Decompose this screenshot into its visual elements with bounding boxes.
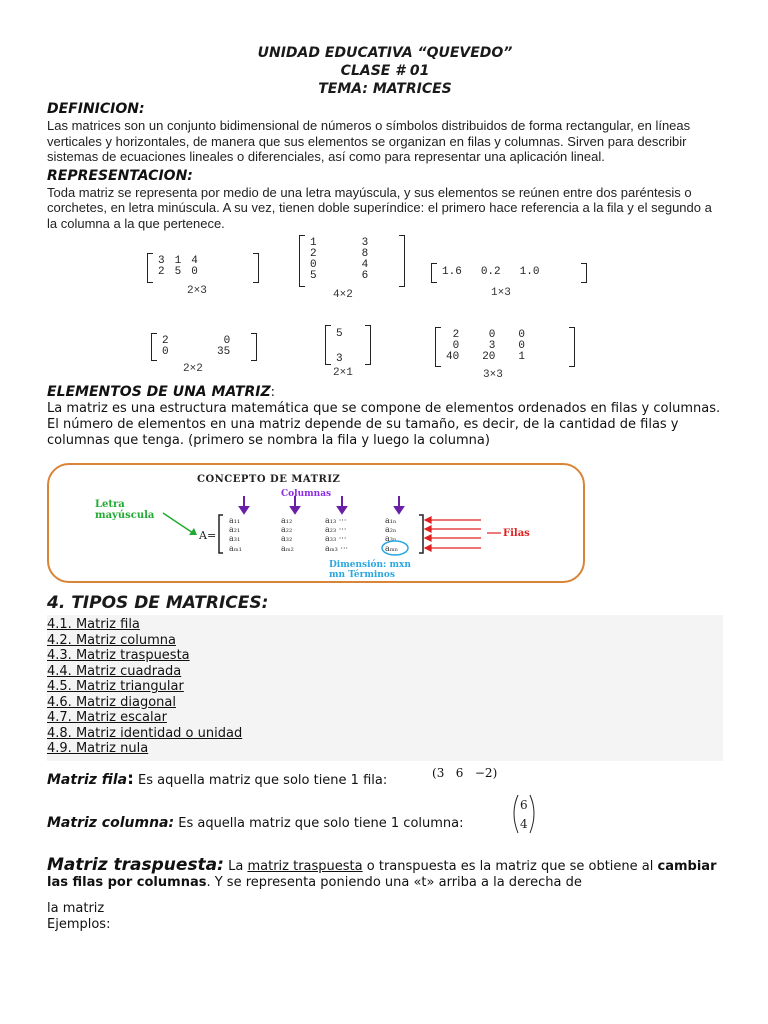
matrix-dimension: 3×3 (483, 369, 503, 381)
matrix-dimension: 2×1 (333, 367, 353, 379)
matrix-table: 3 1 4 2 5 0 (158, 255, 198, 278)
elementos-text: La matriz es una estructura matemática que se compone de elementos ordenados en filas y columnas. El número de elementos en una matriz depende de su tamaño, es decir, de la cantidad de filas y columnas que tenga. (primero se nombra la fila y luego la columna) (47, 401, 721, 448)
definicion-title: DEFINICION: (47, 101, 145, 117)
matrix-table: 5 3 (336, 328, 343, 365)
svg-text:6: 6 (520, 797, 528, 812)
matriz-traspuesta-link[interactable]: matriz traspuesta (247, 858, 363, 874)
svg-text:a₂₃ ···: a₂₃ ··· (325, 525, 347, 534)
concept-title: CONCEPTO DE MATRIZ (197, 474, 341, 485)
matrix-dimension: 1×3 (491, 287, 511, 299)
svg-text:a₃₂: a₃₂ (281, 534, 293, 543)
dimension-label: Dimensión: mxn (329, 560, 411, 570)
svg-text:4: 4 (520, 816, 528, 831)
definicion-text: Las matrices son un conjunto bidimensional de números o símbolos distribuidos de forma rectangular, en líneas verticales y horizontales, de manera que sus elementos se organizan en filas y columnas. Sirven para describir sistemas de ecuaciones lineales o diferenciales, así como para representar una aplicación lineal. (47, 118, 691, 164)
matriz-traspuesta-end: la matriz (47, 900, 105, 916)
topic: TEMA: MATRICES (318, 81, 452, 97)
matrix-example (435, 327, 585, 379)
ejemplos-label: Ejemplos: (47, 916, 111, 932)
representacion-title: REPRESENTACION: (47, 167, 193, 184)
toc-link-cuadrada[interactable]: 4.4. Matriz cuadrada (47, 663, 182, 679)
svg-text:aₘ₂: aₘ₂ (281, 544, 294, 553)
matrix-table: 1 3 2 8 0 4 5 6 (310, 237, 369, 282)
matriz-fila-row: Matriz fila: Es aquella matriz que solo tiene 1 fila: (3 6 −2) (47, 765, 498, 789)
matrix-dimension: 4×2 (333, 289, 353, 301)
matrix-table: 2 0 0 0 3 0 40 20 1 (446, 329, 526, 363)
matriz-traspuesta-label: Matriz traspuesta: (47, 854, 224, 875)
svg-text:a₁₂: a₁₂ (281, 516, 293, 525)
svg-text:a₁ₙ: a₁ₙ (385, 516, 397, 525)
svg-text:aₘ₃ ···: aₘ₃ ··· (325, 544, 349, 553)
representacion-text: Toda matriz se representa por medio de una letra mayúscula, y sus elementos se reúnen entre dos paréntesis o corchetes, en letra minúscula. A su vez, tienen doble superíndice: el primero hace referencia a la fila y el segundo a la columna a la que pertenece. (47, 184, 712, 231)
svg-text:a₃₁: a₃₁ (229, 534, 241, 543)
tipos-list (47, 615, 723, 761)
svg-text:a₂₁: a₂₁ (229, 525, 241, 534)
matriz-columna-row (47, 797, 723, 839)
svg-text:a₁₁: a₁₁ (229, 516, 241, 525)
svg-text:a₁₃ ···: a₁₃ ··· (325, 516, 347, 525)
matrix-table: 2 0 0 35 (162, 335, 231, 358)
svg-text:a₃ₙ: a₃ₙ (385, 534, 397, 543)
toc-link-nula[interactable]: 4.9. Matriz nula (47, 741, 149, 756)
a-label: A= (199, 529, 217, 542)
matrix-table: 1.6 0.2 1.0 (442, 266, 540, 278)
toc-link-escalar[interactable]: 4.7. Matriz escalar (47, 710, 167, 725)
concept-diagram (49, 465, 583, 581)
toc-link-triangular[interactable]: 4.5. Matriz triangular (47, 679, 184, 694)
class-number: CLASE # 01 (340, 63, 430, 79)
svg-text:a₂₂: a₂₂ (281, 525, 293, 534)
document (47, 0, 723, 933)
column-vector (509, 793, 539, 835)
matrix-example (147, 253, 267, 305)
letra-label: Letra (95, 499, 125, 510)
elementos-title: ELEMENTOS DE UNA MATRIZ (47, 384, 271, 400)
svg-text:a₃₃ ···: a₃₃ ··· (325, 534, 347, 543)
tipos-title: 4. TIPOS DE MATRICES: (47, 593, 269, 613)
matrix-examples (47, 235, 723, 381)
svg-text:a₂ₙ: a₂ₙ (385, 525, 397, 534)
matriz-fila-label: Matriz fila (47, 771, 128, 788)
matrix-example (431, 263, 591, 305)
matrix-example (299, 235, 409, 305)
columnas-label: Columnas (281, 489, 332, 499)
matriz-fila-text: Es aquella matriz que solo tiene 1 fila: (138, 772, 388, 788)
svg-text:aₘₙ: aₘₙ (385, 544, 399, 553)
toc-link-diagonal[interactable]: 4.6. Matriz diagonal (47, 694, 176, 710)
toc-link-identidad[interactable]: 4.8. Matriz identidad o unidad (47, 725, 243, 741)
school-name: UNIDAD EDUCATIVA “QUEVEDO” (257, 45, 513, 61)
toc-link-fila[interactable]: 4.1. Matriz fila (47, 617, 140, 632)
matrix-example (325, 325, 385, 379)
svg-text:aₘ₁: aₘ₁ (229, 544, 242, 553)
filas-label: Filas (503, 528, 530, 539)
row-vector: (3 6 −2) (432, 765, 498, 780)
matrix-concept-figure (47, 463, 585, 583)
matrix-example (151, 333, 261, 377)
matrix-dimension: 2×3 (187, 285, 207, 297)
matriz-columna-label: Matriz columna: (47, 814, 175, 831)
toc-link-columna[interactable]: 4.2. Matriz columna (47, 632, 176, 648)
mayuscula-label: mayúscula (95, 510, 155, 521)
matrix-dimension: 2×2 (183, 363, 203, 375)
matriz-columna-text: Es aquella matriz que solo tiene 1 columna: (178, 815, 464, 831)
toc-link-traspuesta[interactable]: 4.3. Matriz traspuesta (47, 648, 190, 663)
terminos-label: mn Términos (329, 570, 395, 580)
matriz-traspuesta-paragraph: Matriz traspuesta: La matriz traspuesta o transpuesta es la matriz que se obtiene al cambiar las filas por columnas. Y se representa poniendo una «t» arriba a la derecha de (47, 854, 717, 890)
elementos-heading: ELEMENTOS DE UNA MATRIZ: (47, 384, 276, 400)
